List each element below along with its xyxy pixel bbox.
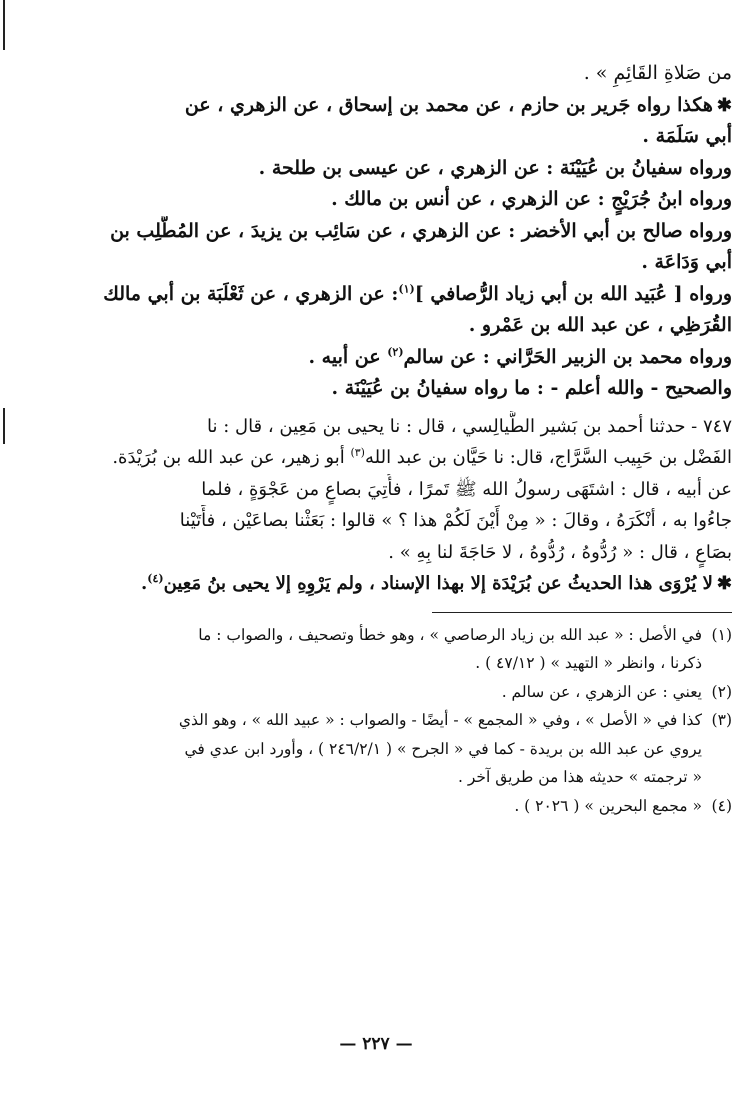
hadith-line-2: الفَضْل بن حَبِيب السَّرَّاج، قال: نا حَيَّان بن عبد الله$^{(٣)}$ أبو زهير، عن عبد الله بن بُرَيْدَة. — [112, 446, 732, 468]
footnote-1-continued: ذكرنا ، وانظر « التهيد » ( ٤٧/١٢ ) . — [475, 654, 702, 672]
main-line-3: أبي سَلَمَة . — [642, 125, 732, 147]
hadith-747 — [14, 411, 732, 600]
main-line-5: ورواه ابنُ جُرَيْجٍ : عن الزهري ، عن أنس بن مالك . — [331, 188, 732, 210]
footnote-ref-3: (٣) — [350, 446, 365, 459]
page-edge-mark-middle — [3, 408, 5, 444]
footnote-number: (٢) — [711, 682, 732, 701]
footnote-number: (٤) — [711, 796, 732, 815]
footnote-ref-1: (١) — [398, 282, 415, 296]
main-line-8: ورواه [ عُبَيد الله بن أبي زياد الرُّصافي ]$^{(١)}$: عن الزهري ، عن ثَعْلَبَة بن أبي مالك — [103, 282, 732, 305]
main-line-11: والصحيح - والله أعلم - : ما رواه سفيانُ بن عُيَيْنَة . — [331, 377, 732, 399]
hadith-line-4: جاءُوا به ، أنْكَرَهُ ، وقالَ : « مِنْ أَيْنَ لَكُمْ هذا ؟ » قالوا : بَعَثْنا بصاعَيْن ، فأَتَيْنا — [179, 510, 732, 531]
footnote-3-continued: يروي عن عبد الله بن بريدة - كما في « الجرح » ( ٢٤٦/٢/١ ) ، وأورد ابن عدي في — [184, 739, 702, 758]
asterisk-icon: ✱ — [716, 94, 732, 116]
main-line-1: من صَلاةِ القَائِمِ » . — [583, 62, 732, 84]
main-line-2: ✱هكذا رواه جَرير بن حازم ، عن محمد بن إسحاق ، عن الزهري ، عن — [184, 93, 732, 116]
footnote-number: (٣) — [711, 711, 732, 729]
footnotes — [14, 621, 732, 821]
main-line-4: ورواه سفيانُ بن عُيَيْنَة : عن الزهري ، عن عيسى بن طلحة . — [258, 156, 732, 179]
main-line-9: القُرَظِي ، عن عبد الله بن عَمْرو . — [468, 314, 732, 336]
footnote-2: (٢)يعني : عن الزهري ، عن سالم . — [14, 678, 732, 707]
main-text — [14, 58, 732, 405]
hadith-line-1: ٧٤٧ - حدثنا أحمد بن بَشير الطَّيالِسي ، قال : نا يحيى بن مَعِين ، قال : نا — [206, 415, 732, 437]
hadith-note: ✱لا يُرْوَى هذا الحديثُ عن بُرَيْدَة إلا بهذا الإسناد ، ولم يَرْوِهِ إلا يحيى بنُ مَعِين$^{(٤)}$. — [140, 572, 732, 594]
footnote-ref-2: (٢) — [387, 345, 404, 359]
footnote-number: (١) — [711, 625, 732, 644]
footnote-ref-4: (٤) — [147, 572, 164, 585]
footnote-4: (٤)« مجمع البحرين » ( ٢٠٢٦ ) . — [14, 792, 732, 821]
main-line-6: ورواه صالح بن أبي الأخضر : عن الزهري ، عن سَائِب بن يزيدَ ، عن المُطَّلِب بن — [110, 219, 732, 242]
hadith-line-3: عن أبيه ، قال : اشتَهَى رسولُ الله ﷺ تَمرًا ، فأُتِيَ بصاعٍ من عَجْوَةٍ ، فلما — [201, 478, 732, 500]
asterisk-icon: ✱ — [716, 573, 732, 594]
main-line-10: ورواه محمد بن الزبير الحَرَّاني : عن سالم$^{(٢)}$ عن أبيه . — [308, 345, 732, 368]
footnote-1: (١)في الأصل : « عبد الله بن زياد الرصاصي » ، وهو خطأ وتصحيف ، والصواب : ما — [14, 621, 732, 650]
footnote-divider — [432, 612, 732, 613]
hadith-line-5: بصَاعٍ ، قال : « رُدُّوهُ ، رُدُّوهُ ، لا حَاجَةَ لنا بِهِ » . — [388, 541, 732, 563]
page-content — [14, 58, 732, 820]
main-line-7: أبي وَدَاعَة . — [641, 251, 732, 273]
footnote-3: (٣)كذا في « الأصل » ، وفي « المجمع » - أيضًا - والصواب : « عبيد الله » ، وهو الذي — [14, 706, 732, 735]
page-edge-mark-top — [3, 0, 5, 50]
footnote-3-continued: « ترجمته » حديثه هذا من طريق آخر . — [457, 768, 702, 786]
page-number: — ٢٢٧ — — [339, 1034, 413, 1054]
